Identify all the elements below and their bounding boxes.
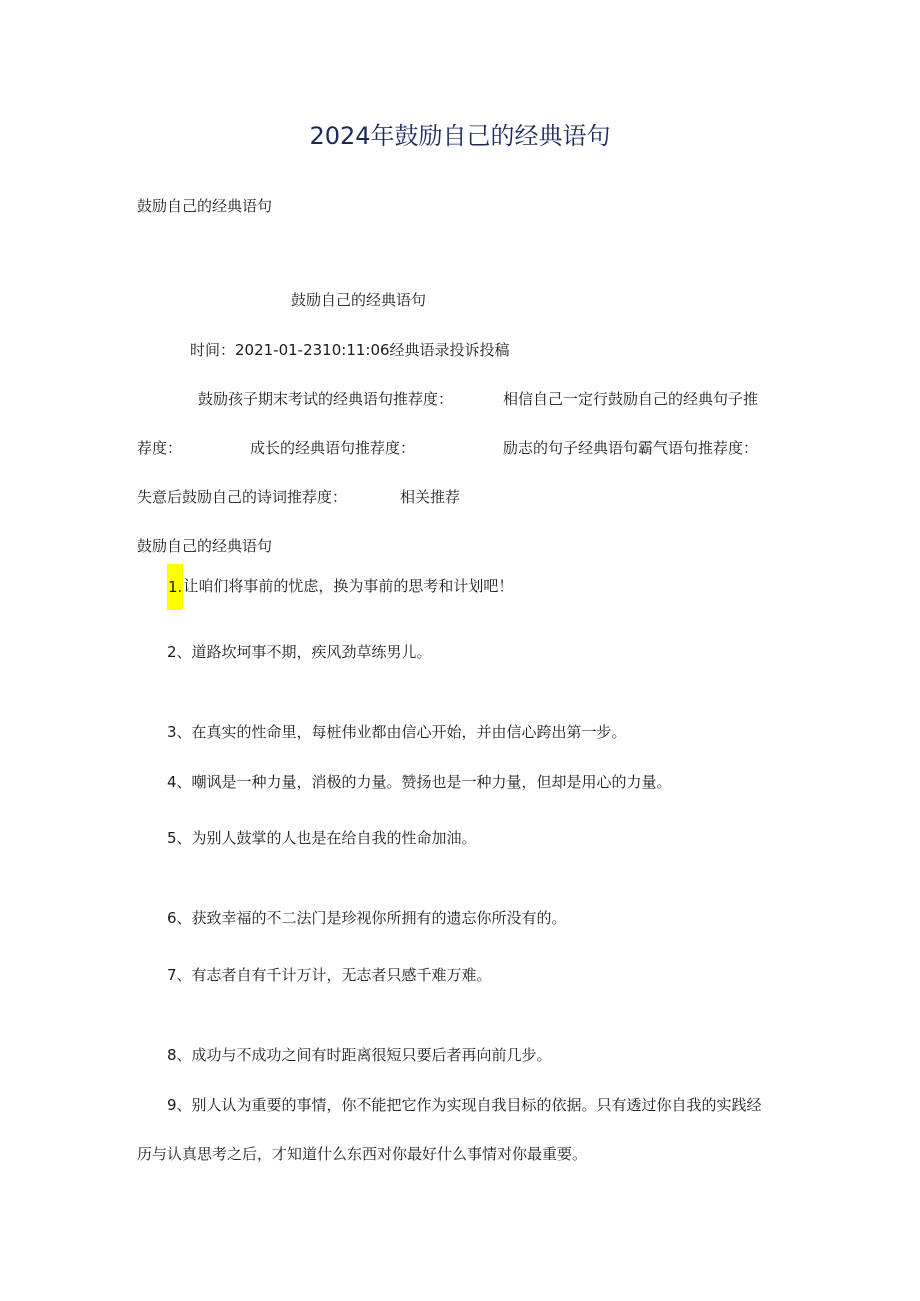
related-item-1: 鼓励孩子期末考试的经典语句推荐度： <box>198 390 454 408</box>
quote-1-number-highlight: 1. <box>167 564 183 610</box>
related-item-3: 成长的经典语句推荐度： <box>250 439 416 457</box>
quote-9-line-2: 历与认真思考之后，才知道什么东西对你最好什么事情对你最重要。 <box>137 1145 588 1163</box>
article-title: 鼓励自己的经典语句 <box>291 291 427 309</box>
quote-4: 4、嘲讽是一种力量，消极的力量。赞扬也是一种力量，但却是用心的力量。 <box>167 773 672 791</box>
quote-5: 5、为别人鼓掌的人也是在给自我的性命加油。 <box>167 829 477 847</box>
related-item-4: 励志的句子经典语句霸气语句推荐度： <box>503 439 759 457</box>
intro-heading: 鼓励自己的经典语句 <box>137 197 273 215</box>
quote-8: 8、成功与不成功之间有时距离很短只要后者再向前几步。 <box>167 1046 552 1064</box>
quote-7: 7、有志者自有千计万计，无志者只感千难万难。 <box>167 966 492 984</box>
quote-2: 2、道路坎坷事不期，疾风劲草练男儿。 <box>167 643 432 661</box>
quote-1-text: 让咱们将事前的忧虑，换为事前的思考和计划吧！ <box>183 577 514 595</box>
section-heading: 鼓励自己的经典语句 <box>137 537 273 555</box>
quote-3: 3、在真实的性命里，每桩伟业都由信心开始，并由信心跨出第一步。 <box>167 723 627 741</box>
quote-6: 6、获致幸福的不二法门是珍视你所拥有的遗忘你所没有的。 <box>167 909 567 927</box>
related-item-2-cont: 荐度： <box>137 439 183 457</box>
related-item-5: 失意后鼓励自己的诗词推荐度： <box>137 488 348 506</box>
quote-1 <box>167 563 513 610</box>
related-item-6: 相关推荐 <box>400 488 461 506</box>
related-item-2: 相信自己一定行鼓励自己的经典句子推 <box>503 390 759 408</box>
article-meta: 时间：2021-01-2310:11:06经典语录投诉投稿 <box>190 341 510 359</box>
quote-9-line-1: 9、别人认为重要的事情，你不能把它作为实现自我目标的依据。只有透过你自我的实践经 <box>167 1096 762 1114</box>
document-title: 2024年鼓励自己的经典语句 <box>309 122 611 150</box>
